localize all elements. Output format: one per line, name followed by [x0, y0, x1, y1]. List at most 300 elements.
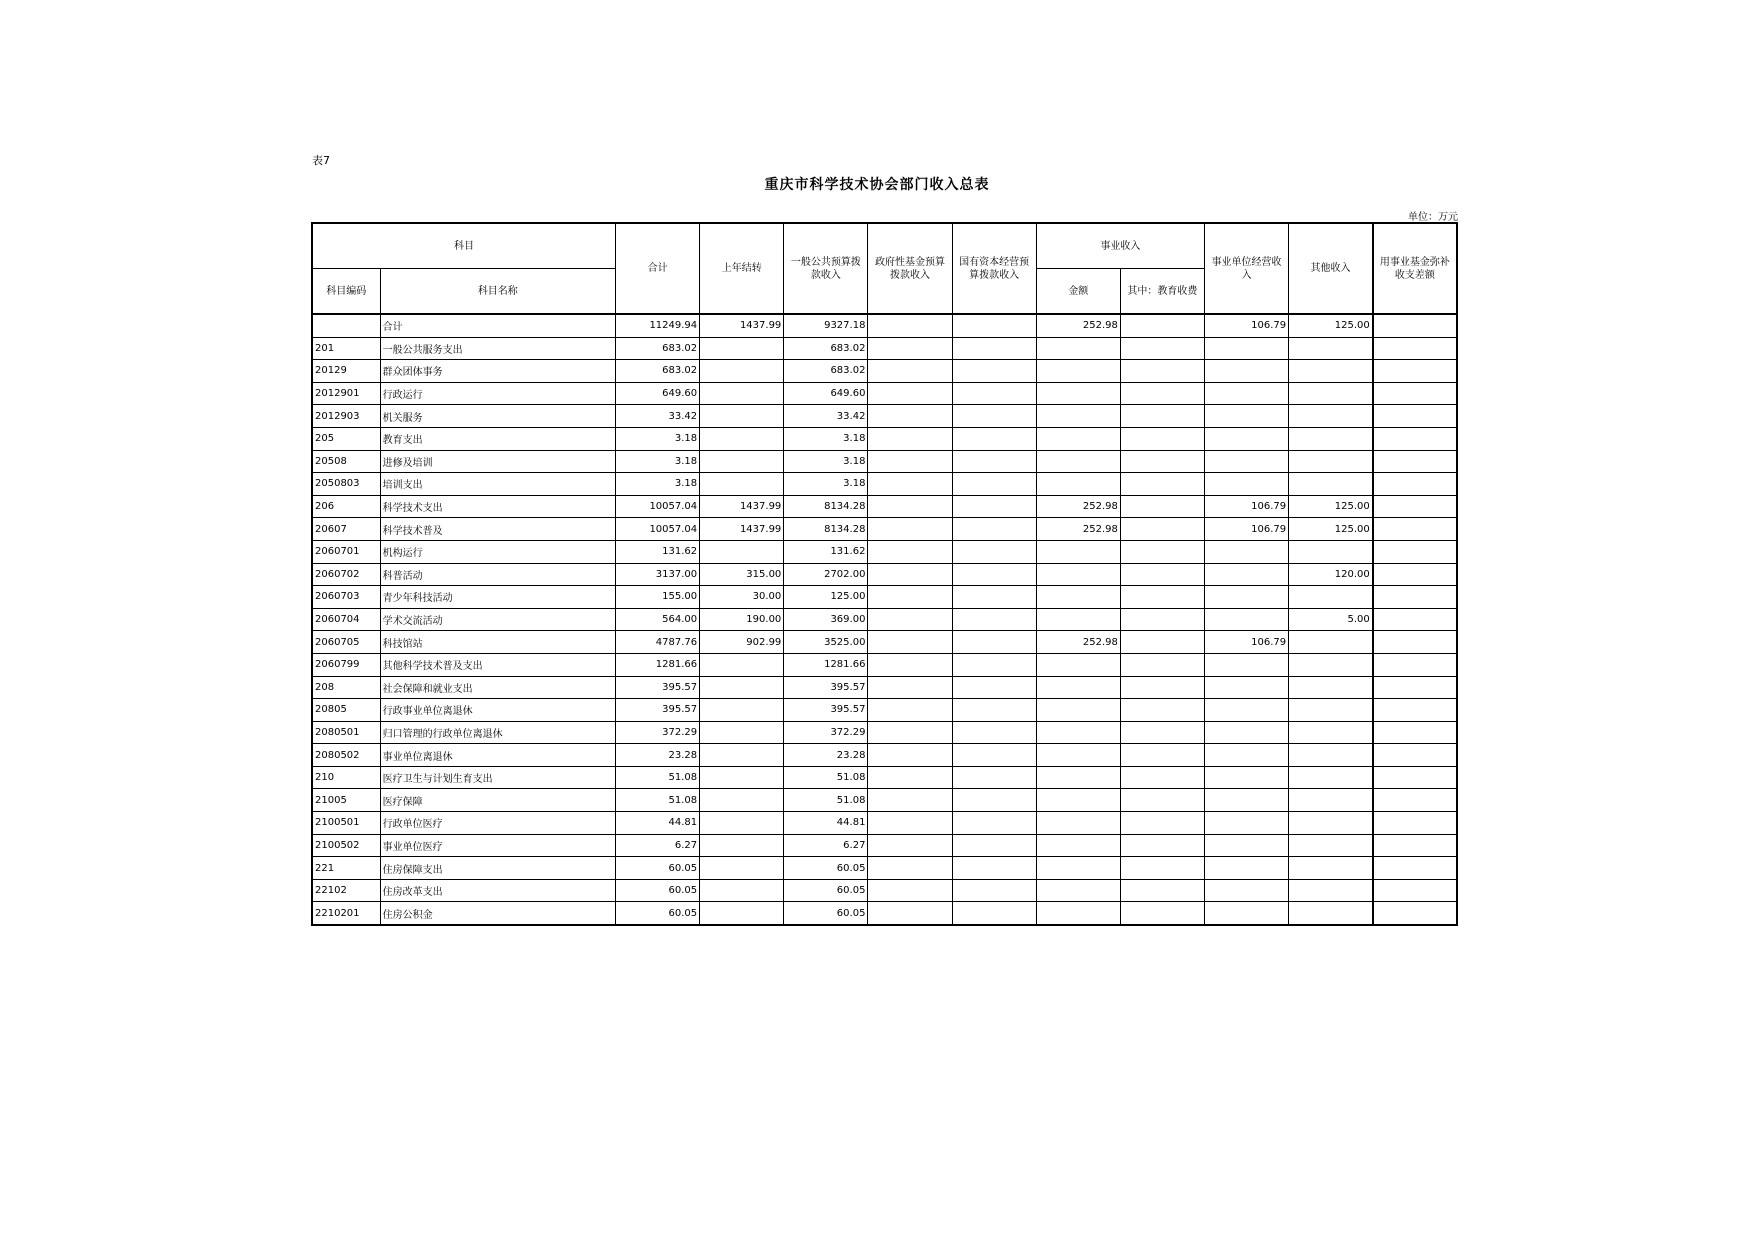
gov-fund-cell [868, 721, 952, 744]
fund-balance-cell [1373, 653, 1457, 676]
operating-income-cell [1205, 857, 1289, 880]
table-number: 表7 [312, 154, 330, 167]
fund-balance-cell [1373, 834, 1457, 857]
carryover-cell [700, 834, 784, 857]
total-cell: 60.05 [616, 857, 700, 880]
state-capital-cell [952, 721, 1036, 744]
header-subject: 科目 [312, 223, 616, 269]
general-budget-cell: 2702.00 [784, 563, 868, 586]
state-capital-cell [952, 834, 1036, 857]
carryover-cell [700, 812, 784, 835]
state-capital-cell [952, 653, 1036, 676]
total-cell: 60.05 [616, 902, 700, 925]
business-amount-cell [1036, 360, 1120, 383]
table-row [312, 744, 1457, 767]
fund-balance-cell [1373, 586, 1457, 609]
header-other-income: 其他收入 [1289, 223, 1373, 314]
gov-fund-cell [868, 812, 952, 835]
total-cell: 4787.76 [616, 631, 700, 654]
general-budget-cell: 44.81 [784, 812, 868, 835]
education-fee-cell [1120, 608, 1204, 631]
gov-fund-cell [868, 789, 952, 812]
header-education-fee: 其中：教育收费 [1120, 269, 1204, 315]
fund-balance-cell [1373, 314, 1457, 337]
operating-income-cell [1205, 721, 1289, 744]
fund-balance-cell [1373, 563, 1457, 586]
fund-balance-cell [1373, 721, 1457, 744]
total-cell: 1281.66 [616, 653, 700, 676]
state-capital-cell [952, 586, 1036, 609]
subject-name-cell: 归口管理的行政单位离退休 [380, 721, 615, 744]
fund-balance-cell [1373, 360, 1457, 383]
table-row [312, 337, 1457, 360]
gov-fund-cell [868, 427, 952, 450]
state-capital-cell [952, 608, 1036, 631]
subject-code-cell: 2012901 [312, 382, 380, 405]
general-budget-cell: 3.18 [784, 450, 868, 473]
business-amount-cell [1036, 766, 1120, 789]
education-fee-cell [1120, 337, 1204, 360]
subject-name-cell: 一般公共服务支出 [380, 337, 615, 360]
state-capital-cell [952, 857, 1036, 880]
other-income-cell [1289, 902, 1373, 925]
carryover-cell [700, 405, 784, 428]
education-fee-cell [1120, 518, 1204, 541]
business-amount-cell [1036, 337, 1120, 360]
subject-code-cell: 20805 [312, 699, 380, 722]
subject-name-cell: 事业单位医疗 [380, 834, 615, 857]
unit-label: 单位：万元 [1408, 212, 1458, 223]
gov-fund-cell [868, 563, 952, 586]
education-fee-cell [1120, 879, 1204, 902]
header-amount: 金额 [1036, 269, 1120, 315]
table-row [312, 699, 1457, 722]
subject-name-cell: 合计 [380, 314, 615, 337]
gov-fund-cell [868, 495, 952, 518]
operating-income-cell [1205, 653, 1289, 676]
fund-balance-cell [1373, 631, 1457, 654]
general-budget-cell: 131.62 [784, 540, 868, 563]
business-amount-cell [1036, 857, 1120, 880]
header-subject-code: 科目编码 [312, 269, 380, 315]
carryover-cell [700, 540, 784, 563]
table-row [312, 563, 1457, 586]
state-capital-cell [952, 450, 1036, 473]
education-fee-cell [1120, 360, 1204, 383]
total-cell: 51.08 [616, 789, 700, 812]
gov-fund-cell [868, 631, 952, 654]
carryover-cell [700, 450, 784, 473]
business-amount-cell [1036, 834, 1120, 857]
operating-income-cell [1205, 766, 1289, 789]
education-fee-cell [1120, 540, 1204, 563]
subject-name-cell: 群众团体事务 [380, 360, 615, 383]
table-row [312, 518, 1457, 541]
operating-income-cell: 106.79 [1205, 518, 1289, 541]
subject-name-cell: 机关服务 [380, 405, 615, 428]
total-cell: 3.18 [616, 473, 700, 496]
education-fee-cell [1120, 473, 1204, 496]
total-cell: 372.29 [616, 721, 700, 744]
gov-fund-cell [868, 450, 952, 473]
header-carryover: 上年结转 [700, 223, 784, 314]
table-row [312, 902, 1457, 925]
carryover-cell [700, 337, 784, 360]
carryover-cell: 315.00 [700, 563, 784, 586]
gov-fund-cell [868, 857, 952, 880]
other-income-cell [1289, 450, 1373, 473]
business-amount-cell [1036, 473, 1120, 496]
state-capital-cell [952, 473, 1036, 496]
other-income-cell [1289, 405, 1373, 428]
carryover-cell [700, 902, 784, 925]
operating-income-cell [1205, 744, 1289, 767]
business-amount-cell [1036, 586, 1120, 609]
state-capital-cell [952, 518, 1036, 541]
other-income-cell [1289, 473, 1373, 496]
subject-name-cell: 行政事业单位离退休 [380, 699, 615, 722]
table-row [312, 653, 1457, 676]
operating-income-cell [1205, 834, 1289, 857]
fund-balance-cell [1373, 857, 1457, 880]
general-budget-cell: 683.02 [784, 360, 868, 383]
subject-code-cell: 20129 [312, 360, 380, 383]
operating-income-cell [1205, 902, 1289, 925]
education-fee-cell [1120, 744, 1204, 767]
total-cell: 395.57 [616, 699, 700, 722]
gov-fund-cell [868, 518, 952, 541]
state-capital-cell [952, 427, 1036, 450]
other-income-cell [1289, 721, 1373, 744]
total-cell: 395.57 [616, 676, 700, 699]
state-capital-cell [952, 766, 1036, 789]
table-row [312, 766, 1457, 789]
fund-balance-cell [1373, 427, 1457, 450]
fund-balance-cell [1373, 812, 1457, 835]
state-capital-cell [952, 812, 1036, 835]
subject-code-cell: 2210201 [312, 902, 380, 925]
state-capital-cell [952, 789, 1036, 812]
gov-fund-cell [868, 676, 952, 699]
operating-income-cell: 106.79 [1205, 495, 1289, 518]
subject-name-cell: 培训支出 [380, 473, 615, 496]
other-income-cell [1289, 360, 1373, 383]
subject-code-cell: 2060799 [312, 653, 380, 676]
business-amount-cell [1036, 608, 1120, 631]
general-budget-cell: 1281.66 [784, 653, 868, 676]
gov-fund-cell [868, 834, 952, 857]
subject-code-cell: 20508 [312, 450, 380, 473]
fund-balance-cell [1373, 405, 1457, 428]
carryover-cell: 902.99 [700, 631, 784, 654]
fund-balance-cell [1373, 744, 1457, 767]
total-cell: 23.28 [616, 744, 700, 767]
operating-income-cell [1205, 427, 1289, 450]
subject-code-cell: 210 [312, 766, 380, 789]
table-row [312, 676, 1457, 699]
subject-code-cell: 221 [312, 857, 380, 880]
carryover-cell [700, 699, 784, 722]
education-fee-cell [1120, 586, 1204, 609]
total-cell: 131.62 [616, 540, 700, 563]
business-amount-cell [1036, 563, 1120, 586]
state-capital-cell [952, 676, 1036, 699]
total-cell: 33.42 [616, 405, 700, 428]
general-budget-cell: 8134.28 [784, 518, 868, 541]
education-fee-cell [1120, 789, 1204, 812]
subject-name-cell: 进修及培训 [380, 450, 615, 473]
carryover-cell [700, 676, 784, 699]
other-income-cell [1289, 789, 1373, 812]
state-capital-cell [952, 382, 1036, 405]
state-capital-cell [952, 337, 1036, 360]
business-amount-cell [1036, 676, 1120, 699]
fund-balance-cell [1373, 789, 1457, 812]
gov-fund-cell [868, 540, 952, 563]
subject-code-cell: 2060705 [312, 631, 380, 654]
header-gov-fund: 政府性基金预算拨款收入 [868, 223, 952, 314]
fund-balance-cell [1373, 473, 1457, 496]
subject-name-cell: 行政运行 [380, 382, 615, 405]
subject-code-cell: 2060704 [312, 608, 380, 631]
business-amount-cell [1036, 902, 1120, 925]
subject-code-cell: 22102 [312, 879, 380, 902]
fund-balance-cell [1373, 337, 1457, 360]
table-row [312, 495, 1457, 518]
education-fee-cell [1120, 857, 1204, 880]
business-amount-cell [1036, 812, 1120, 835]
other-income-cell [1289, 337, 1373, 360]
carryover-cell [700, 789, 784, 812]
carryover-cell [700, 744, 784, 767]
education-fee-cell [1120, 495, 1204, 518]
operating-income-cell [1205, 405, 1289, 428]
other-income-cell [1289, 653, 1373, 676]
general-budget-cell: 649.60 [784, 382, 868, 405]
other-income-cell [1289, 744, 1373, 767]
general-budget-cell: 3.18 [784, 427, 868, 450]
header-state-capital: 国有资本经营预算拨款收入 [952, 223, 1036, 314]
page-title: 重庆市科学技术协会部门收入总表 [764, 177, 990, 193]
subject-name-cell: 医疗卫生与计划生育支出 [380, 766, 615, 789]
carryover-cell [700, 879, 784, 902]
subject-code-cell: 208 [312, 676, 380, 699]
general-budget-cell: 8134.28 [784, 495, 868, 518]
carryover-cell [700, 653, 784, 676]
fund-balance-cell [1373, 495, 1457, 518]
education-fee-cell [1120, 427, 1204, 450]
education-fee-cell [1120, 812, 1204, 835]
education-fee-cell [1120, 382, 1204, 405]
other-income-cell: 125.00 [1289, 495, 1373, 518]
education-fee-cell [1120, 314, 1204, 337]
total-cell: 11249.94 [616, 314, 700, 337]
operating-income-cell: 106.79 [1205, 631, 1289, 654]
other-income-cell [1289, 586, 1373, 609]
other-income-cell [1289, 812, 1373, 835]
business-amount-cell [1036, 540, 1120, 563]
gov-fund-cell [868, 699, 952, 722]
business-amount-cell [1036, 699, 1120, 722]
gov-fund-cell [868, 653, 952, 676]
table-row [312, 405, 1457, 428]
total-cell: 60.05 [616, 879, 700, 902]
fund-balance-cell [1373, 766, 1457, 789]
other-income-cell [1289, 699, 1373, 722]
table-row [312, 857, 1457, 880]
education-fee-cell [1120, 631, 1204, 654]
general-budget-cell: 51.08 [784, 766, 868, 789]
subject-name-cell: 教育支出 [380, 427, 615, 450]
carryover-cell: 1437.99 [700, 495, 784, 518]
subject-name-cell: 科学技术普及 [380, 518, 615, 541]
operating-income-cell [1205, 382, 1289, 405]
total-cell: 649.60 [616, 382, 700, 405]
state-capital-cell [952, 540, 1036, 563]
operating-income-cell [1205, 360, 1289, 383]
fund-balance-cell [1373, 676, 1457, 699]
fund-balance-cell [1373, 699, 1457, 722]
header-general-budget: 一般公共预算拨款收入 [784, 223, 868, 314]
business-amount-cell: 252.98 [1036, 518, 1120, 541]
fund-balance-cell [1373, 608, 1457, 631]
education-fee-cell [1120, 699, 1204, 722]
subject-name-cell: 青少年科技活动 [380, 586, 615, 609]
subject-name-cell: 科技馆站 [380, 631, 615, 654]
state-capital-cell [952, 314, 1036, 337]
subject-code-cell: 2080502 [312, 744, 380, 767]
other-income-cell [1289, 766, 1373, 789]
total-cell: 155.00 [616, 586, 700, 609]
subject-code-cell: 2080501 [312, 721, 380, 744]
other-income-cell: 125.00 [1289, 314, 1373, 337]
operating-income-cell [1205, 789, 1289, 812]
operating-income-cell: 106.79 [1205, 314, 1289, 337]
gov-fund-cell [868, 382, 952, 405]
header-total: 合计 [616, 223, 700, 314]
fund-balance-cell [1373, 450, 1457, 473]
subject-name-cell: 科学技术支出 [380, 495, 615, 518]
other-income-cell [1289, 427, 1373, 450]
business-amount-cell [1036, 382, 1120, 405]
subject-name-cell: 其他科学技术普及支出 [380, 653, 615, 676]
subject-code-cell: 206 [312, 495, 380, 518]
table-row [312, 360, 1457, 383]
general-budget-cell: 6.27 [784, 834, 868, 857]
subject-name-cell: 住房公积金 [380, 902, 615, 925]
subject-code-cell: 2012903 [312, 405, 380, 428]
subject-code-cell: 2060702 [312, 563, 380, 586]
operating-income-cell [1205, 586, 1289, 609]
education-fee-cell [1120, 653, 1204, 676]
subject-code-cell: 205 [312, 427, 380, 450]
gov-fund-cell [868, 586, 952, 609]
education-fee-cell [1120, 676, 1204, 699]
operating-income-cell [1205, 473, 1289, 496]
subject-code-cell: 2060701 [312, 540, 380, 563]
operating-income-cell [1205, 337, 1289, 360]
general-budget-cell: 683.02 [784, 337, 868, 360]
general-budget-cell: 395.57 [784, 699, 868, 722]
general-budget-cell: 60.05 [784, 857, 868, 880]
subject-name-cell: 事业单位离退休 [380, 744, 615, 767]
business-amount-cell [1036, 721, 1120, 744]
operating-income-cell [1205, 608, 1289, 631]
subject-name-cell: 住房改革支出 [380, 879, 615, 902]
business-amount-cell [1036, 450, 1120, 473]
subject-name-cell: 社会保障和就业支出 [380, 676, 615, 699]
total-cell: 564.00 [616, 608, 700, 631]
carryover-cell: 30.00 [700, 586, 784, 609]
operating-income-cell [1205, 812, 1289, 835]
general-budget-cell: 395.57 [784, 676, 868, 699]
table-row [312, 834, 1457, 857]
other-income-cell [1289, 857, 1373, 880]
other-income-cell [1289, 631, 1373, 654]
carryover-cell: 190.00 [700, 608, 784, 631]
general-budget-cell: 60.05 [784, 902, 868, 925]
subject-name-cell: 学术交流活动 [380, 608, 615, 631]
state-capital-cell [952, 405, 1036, 428]
total-cell: 10057.04 [616, 518, 700, 541]
table-row [312, 586, 1457, 609]
general-budget-cell: 3.18 [784, 473, 868, 496]
state-capital-cell [952, 563, 1036, 586]
subject-name-cell: 住房保障支出 [380, 857, 615, 880]
fund-balance-cell [1373, 382, 1457, 405]
state-capital-cell [952, 360, 1036, 383]
general-budget-cell: 125.00 [784, 586, 868, 609]
total-cell: 683.02 [616, 360, 700, 383]
general-budget-cell: 60.05 [784, 879, 868, 902]
fund-balance-cell [1373, 902, 1457, 925]
general-budget-cell: 3525.00 [784, 631, 868, 654]
carryover-cell [700, 360, 784, 383]
subject-code-cell [312, 314, 380, 337]
other-income-cell [1289, 879, 1373, 902]
gov-fund-cell [868, 744, 952, 767]
table-row [312, 721, 1457, 744]
carryover-cell [700, 721, 784, 744]
business-amount-cell [1036, 427, 1120, 450]
general-budget-cell: 369.00 [784, 608, 868, 631]
carryover-cell [700, 473, 784, 496]
general-budget-cell: 51.08 [784, 789, 868, 812]
operating-income-cell [1205, 450, 1289, 473]
gov-fund-cell [868, 405, 952, 428]
table-row [312, 812, 1457, 835]
education-fee-cell [1120, 563, 1204, 586]
business-amount-cell: 252.98 [1036, 314, 1120, 337]
operating-income-cell [1205, 563, 1289, 586]
income-table [311, 222, 1458, 926]
total-cell: 10057.04 [616, 495, 700, 518]
other-income-cell: 125.00 [1289, 518, 1373, 541]
carryover-cell: 1437.99 [700, 518, 784, 541]
subject-code-cell: 201 [312, 337, 380, 360]
carryover-cell [700, 766, 784, 789]
table-row [312, 540, 1457, 563]
header-operating-income: 事业单位经营收入 [1205, 223, 1289, 314]
business-amount-cell [1036, 789, 1120, 812]
subject-code-cell: 2100502 [312, 834, 380, 857]
gov-fund-cell [868, 608, 952, 631]
business-amount-cell: 252.98 [1036, 495, 1120, 518]
table-row [312, 473, 1457, 496]
other-income-cell: 5.00 [1289, 608, 1373, 631]
other-income-cell [1289, 540, 1373, 563]
gov-fund-cell [868, 879, 952, 902]
